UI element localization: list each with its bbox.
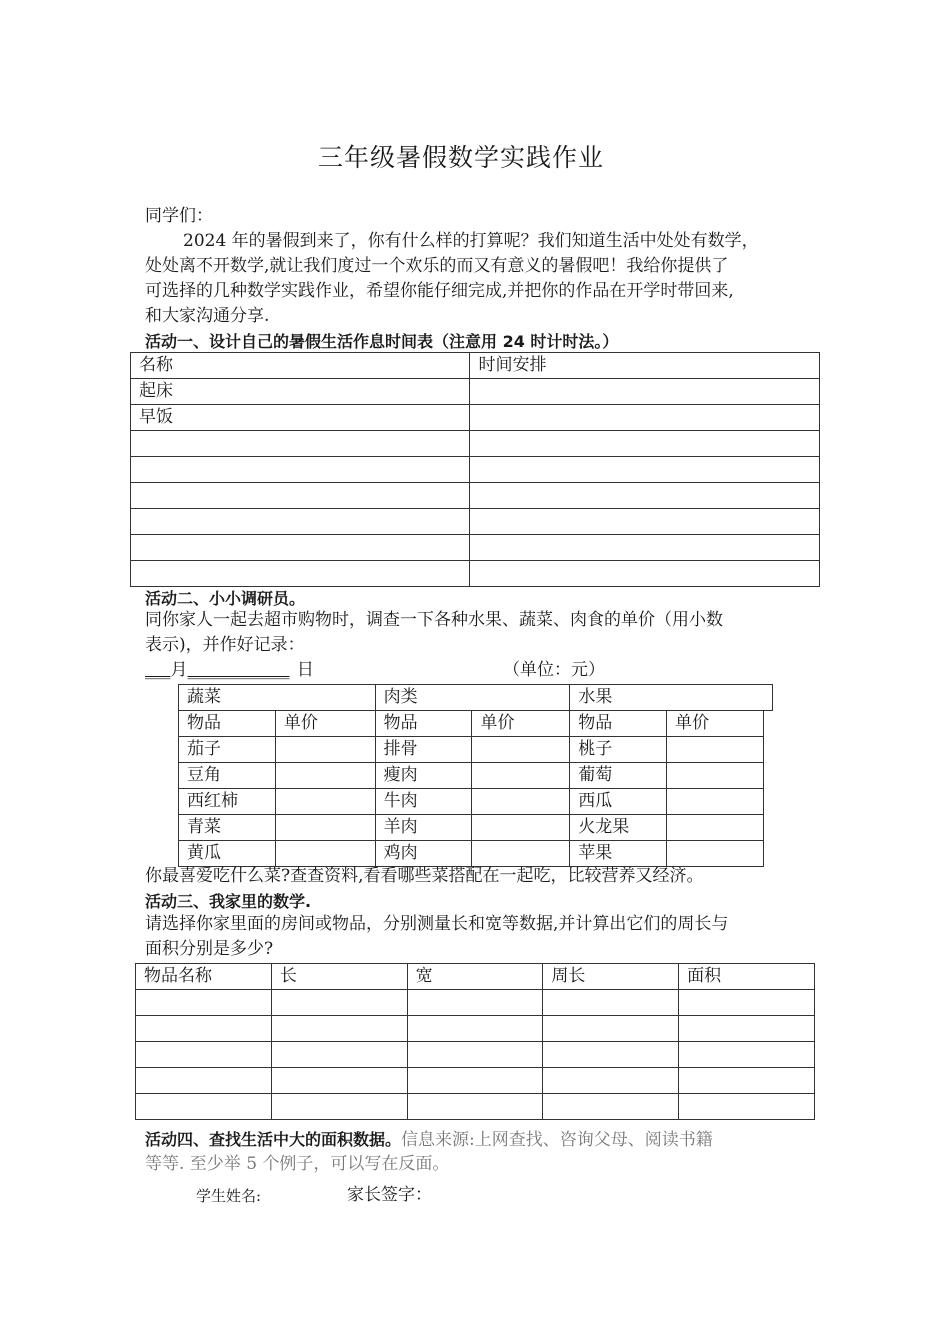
price-cell[interactable] xyxy=(472,763,570,789)
measurement-table xyxy=(135,963,815,1120)
table-row xyxy=(131,405,820,431)
time-cell[interactable] xyxy=(470,561,820,587)
time-cell[interactable] xyxy=(470,483,820,509)
table-row xyxy=(179,841,764,867)
student-name-label: 学生姓名: xyxy=(196,1187,262,1205)
activity3-desc-line-1: 请选择你家里面的房间或物品，分别测量长和宽等数据,并计算出它们的周长与 xyxy=(145,914,729,934)
measurement-cell[interactable] xyxy=(679,1042,815,1068)
item-cell: 牛肉 xyxy=(375,789,472,815)
parent-signature-label: 家长签字： xyxy=(347,1185,432,1205)
measurement-cell[interactable] xyxy=(679,1094,815,1120)
measurement-cell[interactable] xyxy=(271,1094,407,1120)
table-row xyxy=(179,815,764,841)
table-header-row xyxy=(136,964,815,990)
table-header-row xyxy=(179,711,764,737)
table-row xyxy=(179,737,764,763)
item-cell: 西红柿 xyxy=(179,789,276,815)
column-header: 名称 xyxy=(131,353,470,379)
column-header: 单价 xyxy=(275,711,375,737)
activity-name-cell[interactable] xyxy=(131,561,470,587)
measurement-cell[interactable] xyxy=(271,990,407,1016)
measurement-cell[interactable] xyxy=(407,1094,543,1120)
table-row xyxy=(179,763,764,789)
item-cell: 火龙果 xyxy=(570,815,667,841)
table-row xyxy=(131,483,820,509)
activity2-heading: 活动二、小小调研员。 xyxy=(145,589,306,608)
time-cell[interactable] xyxy=(470,535,820,561)
column-header: 宽 xyxy=(407,964,543,990)
activity-name-cell[interactable]: 起床 xyxy=(131,379,470,405)
price-cell[interactable] xyxy=(667,763,764,789)
column-header: 时间安排 xyxy=(470,353,820,379)
group-vegetables: 蔬菜 xyxy=(179,685,376,711)
table-row xyxy=(179,789,764,815)
table-row xyxy=(136,1042,815,1068)
price-cell[interactable] xyxy=(667,789,764,815)
time-cell[interactable] xyxy=(470,379,820,405)
measurement-cell[interactable] xyxy=(543,1068,679,1094)
price-cell[interactable] xyxy=(472,841,570,867)
item-cell: 排骨 xyxy=(375,737,472,763)
item-cell: 瘦肉 xyxy=(375,763,472,789)
prices-group-header xyxy=(178,684,773,711)
measurement-cell[interactable] xyxy=(271,1068,407,1094)
price-cell[interactable] xyxy=(472,815,570,841)
intro-line-3: 可选择的几种数学实践作业，希望你能仔细完成,并把你的作品在开学时带回来, xyxy=(145,281,734,301)
table-row xyxy=(136,1094,815,1120)
price-cell[interactable] xyxy=(472,737,570,763)
column-header: 面积 xyxy=(679,964,815,990)
measurement-cell[interactable] xyxy=(271,1042,407,1068)
measurement-cell[interactable] xyxy=(407,1068,543,1094)
activity-name-cell[interactable]: 早饭 xyxy=(131,405,470,431)
time-cell[interactable] xyxy=(470,405,820,431)
day-blank[interactable]: ____________ xyxy=(187,660,290,680)
month-label: 月 xyxy=(170,660,188,680)
activity4-heading: 活动四、查找生活中大的面积数据。 xyxy=(145,1130,402,1149)
group-meat: 肉类 xyxy=(375,685,570,711)
table-row xyxy=(136,1068,815,1094)
activity2-desc-line-2: 表示)，并作好记录： xyxy=(145,635,305,655)
item-cell: 桃子 xyxy=(570,737,667,763)
column-header: 单价 xyxy=(472,711,570,737)
activity-name-cell[interactable] xyxy=(131,457,470,483)
column-header: 单价 xyxy=(667,711,764,737)
item-cell: 西瓜 xyxy=(570,789,667,815)
schedule-table xyxy=(130,352,820,587)
measurement-cell[interactable] xyxy=(679,1016,815,1042)
activity3-desc-line-2: 面积分别是多少? xyxy=(145,939,274,959)
item-cell: 豆角 xyxy=(179,763,276,789)
item-cell: 茄子 xyxy=(179,737,276,763)
price-cell[interactable] xyxy=(275,763,375,789)
activity3-heading: 活动三、我家里的数学. xyxy=(145,892,312,911)
activity4-line-2: 等等. 至少举 5 个例子，可以写在反面。 xyxy=(145,1154,450,1174)
item-cell: 青菜 xyxy=(179,815,276,841)
column-header: 物品名称 xyxy=(136,964,272,990)
item-cell: 羊肉 xyxy=(375,815,472,841)
date-line xyxy=(145,658,314,683)
measurement-cell[interactable] xyxy=(136,990,272,1016)
price-cell[interactable] xyxy=(275,815,375,841)
price-cell[interactable] xyxy=(667,815,764,841)
table-row xyxy=(131,431,820,457)
greeting: 同学们： xyxy=(145,206,213,226)
column-header: 物品 xyxy=(570,711,667,737)
item-cell: 黄瓜 xyxy=(179,841,276,867)
measurement-cell[interactable] xyxy=(136,1068,272,1094)
table-row xyxy=(131,561,820,587)
measurement-cell[interactable] xyxy=(136,1016,272,1042)
price-cell[interactable] xyxy=(667,841,764,867)
table-row xyxy=(131,457,820,483)
page-title: 三年级暑假数学实践作业 xyxy=(317,143,604,172)
intro-line-1: 2024 年的暑假到来了，你有什么样的打算呢？我们知道生活中处处有数学， xyxy=(183,231,759,251)
time-cell[interactable] xyxy=(470,457,820,483)
price-cell[interactable] xyxy=(275,789,375,815)
measurement-cell[interactable] xyxy=(543,1094,679,1120)
prices-table xyxy=(178,710,764,867)
time-cell[interactable] xyxy=(470,431,820,457)
item-cell: 鸡肉 xyxy=(375,841,472,867)
activity-name-cell[interactable] xyxy=(131,535,470,561)
column-header: 物品 xyxy=(179,711,276,737)
activity-name-cell[interactable] xyxy=(131,483,470,509)
unit-label: （单位：元） xyxy=(503,660,605,680)
measurement-cell[interactable] xyxy=(407,1016,543,1042)
measurement-cell[interactable] xyxy=(136,1094,272,1120)
activity2-desc-line-1: 同你家人一起去超市购物时，调查一下各种水果、蔬菜、肉食的单价（用小数 xyxy=(145,610,723,630)
column-header: 物品 xyxy=(375,711,472,737)
measurement-cell[interactable] xyxy=(271,1016,407,1042)
measurement-cell[interactable] xyxy=(407,990,543,1016)
table-row xyxy=(131,509,820,535)
month-blank[interactable]: ___ xyxy=(145,660,171,680)
group-fruit: 水果 xyxy=(570,685,773,711)
column-header: 长 xyxy=(271,964,407,990)
item-cell: 苹果 xyxy=(570,841,667,867)
table-row xyxy=(131,535,820,561)
measurement-cell[interactable] xyxy=(679,1068,815,1094)
activity-name-cell[interactable] xyxy=(131,431,470,457)
table-row xyxy=(136,1016,815,1042)
table-header-row xyxy=(131,353,820,379)
measurement-cell[interactable] xyxy=(543,990,679,1016)
measurement-cell[interactable] xyxy=(679,990,815,1016)
table-row xyxy=(131,379,820,405)
price-cell[interactable] xyxy=(667,737,764,763)
measurement-cell[interactable] xyxy=(136,1042,272,1068)
day-label: 日 xyxy=(296,660,314,680)
activity4-desc: 信息来源:上网查找、咨询父母、阅读书籍 xyxy=(401,1130,713,1150)
time-cell[interactable] xyxy=(470,509,820,535)
measurement-cell[interactable] xyxy=(543,1016,679,1042)
food-question: 你最喜爱吃什么菜?查查资料,看看哪些菜搭配在一起吃，比较营养又经济。 xyxy=(145,866,704,886)
table-row xyxy=(136,990,815,1016)
column-header: 周长 xyxy=(543,964,679,990)
price-cell[interactable] xyxy=(275,841,375,867)
measurement-cell[interactable] xyxy=(407,1042,543,1068)
measurement-cell[interactable] xyxy=(543,1042,679,1068)
activity1-heading: 活动一、设计自己的暑假生活作息时间表（注意用 24 时计时法。） xyxy=(145,332,619,351)
price-cell[interactable] xyxy=(472,789,570,815)
intro-line-2: 处处离不开数学,就让我们度过一个欢乐的而又有意义的暑假吧！我给你提供了 xyxy=(145,256,729,276)
intro-line-4: 和大家沟通分享. xyxy=(145,306,270,326)
activity-name-cell[interactable] xyxy=(131,509,470,535)
item-cell: 葡萄 xyxy=(570,763,667,789)
price-cell[interactable] xyxy=(275,737,375,763)
activity4-line-1 xyxy=(145,1127,713,1153)
